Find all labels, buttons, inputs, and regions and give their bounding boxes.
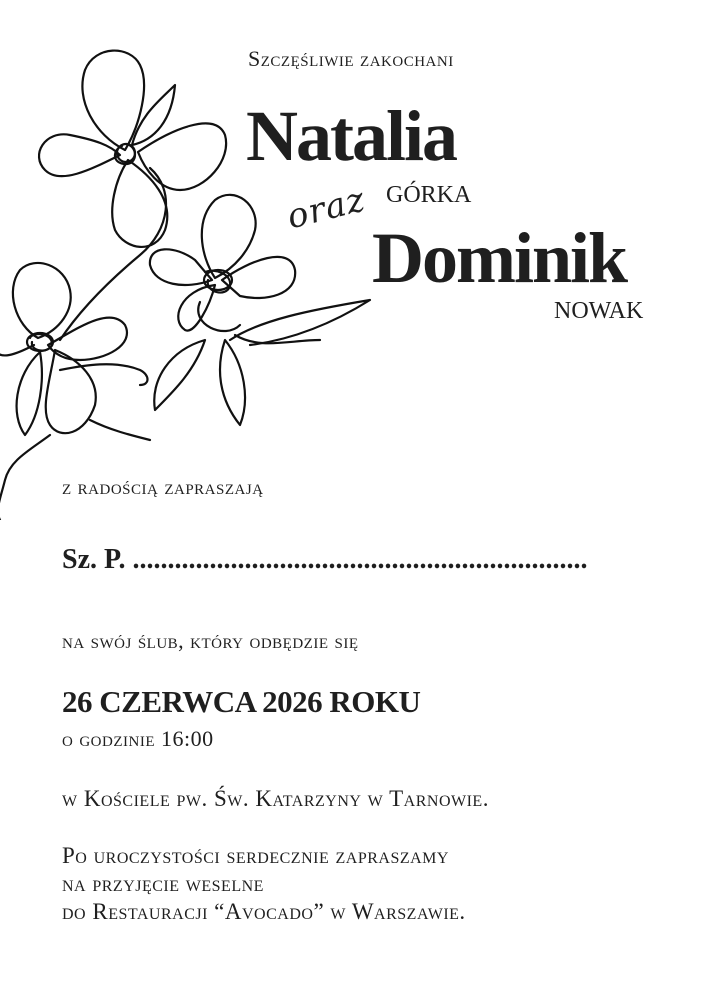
groom-last-name: NOWAK — [554, 298, 644, 324]
connector-script: oraz — [283, 179, 370, 238]
wedding-date: 26 CZERWCA 2026 ROKU — [62, 684, 421, 719]
wedding-time: o godzinie 16:00 — [62, 726, 214, 751]
reception-line: na przyjęcie weselne — [62, 871, 264, 896]
reception-info — [62, 842, 466, 926]
bride-first-name: Natalia — [246, 96, 456, 176]
bride-last-name: GÓRKA — [386, 182, 472, 208]
church-location: w Kościele pw. Św. Katarzyny w Tarnowie. — [62, 786, 489, 811]
reception-line: Po uroczystości serdecznie zapraszamy — [62, 843, 449, 868]
reception-line: do Restauracji “Avocado” w Warszawie. — [62, 899, 466, 924]
ceremony-intro: na swój ślub, który odbędzie się — [62, 628, 359, 653]
groom-first-name: Dominik — [372, 218, 627, 298]
guest-name-line: Sz. P. ................................................................. — [62, 544, 588, 575]
invite-intro: z radością zapraszają — [62, 474, 264, 499]
tagline: Szczęśliwie zakochani — [248, 46, 454, 71]
